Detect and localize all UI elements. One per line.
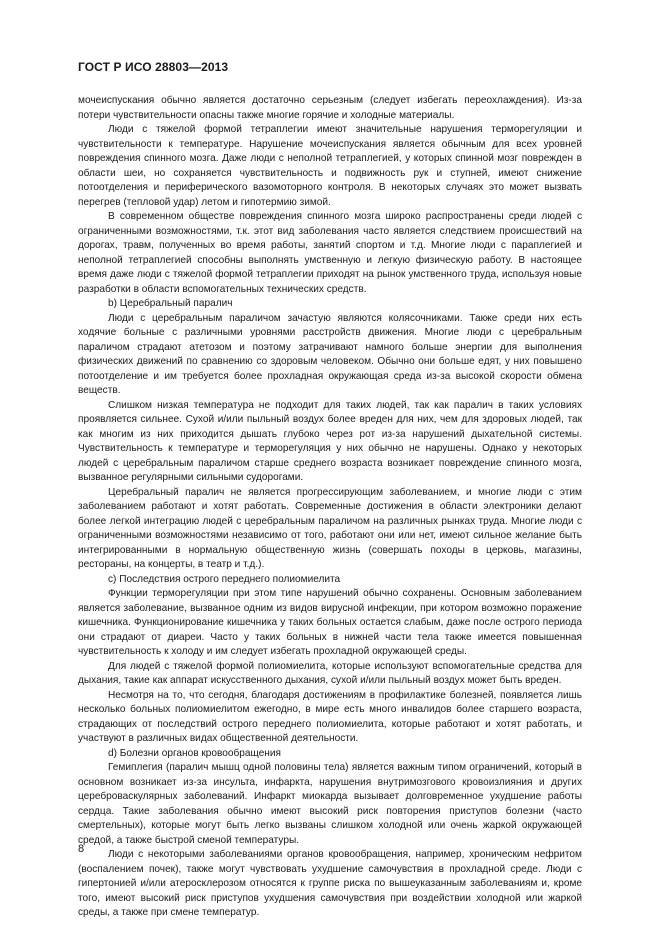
paragraph: В современном обществе повреждения спинного мозга широко распространены среди людей с ограниченными возможностями, т.к. этот вид заболевания часто является следствием происшествий на дорогах, травм, полученных во время работы, занятий спортом и т.д. Многие люди с параплегией и неполной тетраплегией способны выполнять умственную и легкую физическую работу. В настоящее время даже люди с тяжелой формой тетраплегии приходят на рынок умственного труда, используя новые разработки в области вспомогательных технических средств. — [78, 211, 582, 295]
paragraph: Люди с тяжелой формой тетраплегии имеют значительные нарушения терморегуляции и чувствительности к температуре. Нарушение мочеиспускания является обычным для всех уровней повреждения спинного мозга. Даже люди с неполной тетраплегией, у которых спинной мозг поврежден в области шеи, но сохраняется чувствительность и подвижность рук и ступней, имеют снижение потоотделения и периферического вазомоторного контроля. В некоторых случаях это может вызвать перегрев (тепловой удар) летом и гипотермию зимой. — [78, 124, 582, 208]
page-number: 8 — [78, 843, 85, 855]
paragraph: Несмотря на то, что сегодня, благодаря достижениям в профилактике болезней, появляется лишь несколько больных полиомиелитом ежегодно, в мире есть много инвалидов более старшего возраста, страдающих от последствий острого переднего полиомиелита, которые работают и хотят работать, и участвуют в различных видах общественной деятельности. — [78, 689, 582, 744]
document-body — [78, 94, 582, 921]
section-heading: d) Болезни органов кровообращения — [108, 747, 281, 759]
paragraph: Люди с некоторыми заболеваниями органов кровообращения, например, хроническим нефритом (воспалением почек), также могут чувствовать ухудшение самочувствия в прохладной среде. Люди с гипертонией и/или атеросклерозом относятся к группе риска по вышеуказанным заболеваниям и, кроме того, имеют высокий риск приступов ухудшения самочувствия при воздействии холодной или жаркой среды, а также при смене температур. — [78, 849, 582, 918]
paragraph: Для людей с тяжелой формой полиомиелита, которые используют вспомогательные средства для дыхания, такие как аппарат искусственного дыхания, сухой и/или пыльный воздух может быть вреден. — [78, 660, 582, 686]
paragraph: Церебральный паралич не является прогрессирующим заболеванием, и многие люди с этим заболеванием работают и хотят работать. Современные достижения в области электроники делают более легкой интеграцию людей с церебральным параличом на различных рынках труда. Многие люди с ограниченными возможностями независимо от того, работают они или нет, имеют сильное желание быть интегрированными в нормальную общественную жизнь (совершать походы в церковь, магазины, рестораны, на концерты, в театр и т.д.). — [78, 486, 582, 570]
paragraph: Люди с церебральным параличом зачастую являются колясочниками. Также среди них есть ходячие больные с различными уровнями расстройств движения. Многие люди с церебральным параличом страдают атетозом и поэтому затрачивают намного больше энергии для выполнения физических движений по сравнению со здоровым человеком. Обычно они больше едят, у них повышено потоотделение и им требуется более прохладная окружающая среда из-за высокой скорости обмена веществ. — [78, 312, 582, 396]
paragraph: мочеиспускания обычно является достаточно серьезным (следует избегать переохлаждения). Из-за потери чувствительности опасны также многие горячие и холодные материалы. — [78, 95, 582, 121]
document-header: ГОСТ Р ИСО 28803—2013 — [78, 60, 229, 74]
paragraph: Функции терморегуляции при этом типе нарушений обычно сохранены. Основным заболеванием является заболевание, вызванное одним из видов вирусной инфекции, при котором возможно поражение кишечника. Функционирование кишечника у таких больных остается слабым, даже после острого периода они страдают от диареи. Часто у таких больных в нижней части тела также имеется повышенная чувствительность к холоду и им следует избегать прохладной окружающей среды. — [78, 588, 582, 657]
paragraph: Гемиплегия (паралич мышц одной половины тела) является важным типом ограничений, который в основном возникает из-за инсульта, инфаркта, нарушения внутримозгового кровоизлияния и других цереброваскулярных заболеваний. Инфаркт миокарда вызывает долговременное ухудшение работы сердца. Такие заболевания обычно имеют высокий риск повторения приступов болезни (часто смертельных), которые могут быть легко вызваны слишком холодной или очень жаркой окружающей средой, а также быстрой сменой температуры. — [78, 762, 582, 846]
section-heading: b) Церебральный паралич — [108, 298, 233, 309]
section-heading: c) Последствия острого переднего полиомиелита — [108, 573, 341, 585]
paragraph: Слишком низкая температура не подходит для таких людей, так как паралич в таких условиях проявляется сильнее. Сухой и/или пыльный воздух более вреден для них, чем для здоровых людей, так как многим из них приходится дышать глубоко через рот из-за нарушений дыхательной системы. Чувствительность к температуре и терморегуляция у них обычно не нарушены. Однако у некоторых людей с церебральным параличом старше среднего возраста возникает повреждение спинного мозга, вызванное регулярными сильными судорогами. — [78, 399, 582, 483]
